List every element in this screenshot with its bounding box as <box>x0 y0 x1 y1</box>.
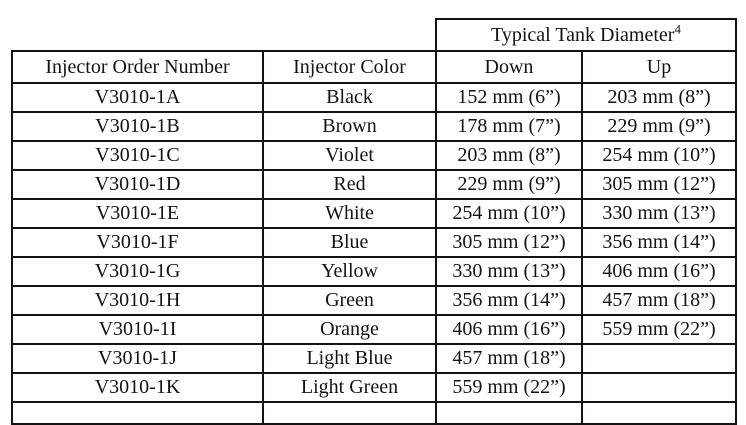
down-diameter-cell: 457 mm (18”) <box>436 344 582 373</box>
clipped-row <box>12 402 736 424</box>
down-diameter-cell: 229 mm (9”) <box>436 170 582 199</box>
up-diameter-cell: 330 mm (13”) <box>582 199 736 228</box>
injector-color-cell: Red <box>263 170 436 199</box>
table-row <box>12 257 736 286</box>
down-diameter-cell: 178 mm (7”) <box>436 112 582 141</box>
table-row <box>12 112 736 141</box>
column-header-down: Down <box>436 51 582 83</box>
injector-color-cell: White <box>263 199 436 228</box>
up-diameter-cell: 559 mm (22”) <box>582 315 736 344</box>
injector-color-cell: Violet <box>263 141 436 170</box>
table-row <box>12 170 736 199</box>
injector-color-cell: Light Blue <box>263 344 436 373</box>
table-row <box>12 141 736 170</box>
group-header-title: Typical Tank Diameter <box>491 23 675 46</box>
order-number-cell: V3010-1D <box>12 170 263 199</box>
order-number-cell: V3010-1K <box>12 373 263 402</box>
order-number-cell: V3010-1I <box>12 315 263 344</box>
injector-color-cell: Brown <box>263 112 436 141</box>
up-diameter-cell: 457 mm (18”) <box>582 286 736 315</box>
up-diameter-cell: 229 mm (9”) <box>582 112 736 141</box>
table-clipped-next-row <box>12 402 736 424</box>
table-body <box>12 83 736 402</box>
order-number-cell: V3010-1G <box>12 257 263 286</box>
up-diameter-cell: 406 mm (16”) <box>582 257 736 286</box>
order-number-cell: V3010-1J <box>12 344 263 373</box>
down-diameter-cell: 330 mm (13”) <box>436 257 582 286</box>
down-diameter-cell: 406 mm (16”) <box>436 315 582 344</box>
order-number-cell: V3010-1B <box>12 112 263 141</box>
table-row <box>12 344 736 373</box>
down-diameter-cell: 254 mm (10”) <box>436 199 582 228</box>
order-number-cell: V3010-1E <box>12 199 263 228</box>
down-diameter-cell: 559 mm (22”) <box>436 373 582 402</box>
table-row <box>12 83 736 112</box>
injector-color-cell: Blue <box>263 228 436 257</box>
up-diameter-cell: 203 mm (8”) <box>582 83 736 112</box>
order-number-cell: V3010-1A <box>12 83 263 112</box>
group-header-row <box>12 19 736 51</box>
order-number-cell: V3010-1F <box>12 228 263 257</box>
down-diameter-cell: 152 mm (6”) <box>436 83 582 112</box>
up-diameter-cell: 305 mm (12”) <box>582 170 736 199</box>
injector-color-cell: Light Green <box>263 373 436 402</box>
injector-color-cell: Green <box>263 286 436 315</box>
table-row <box>12 373 736 402</box>
up-diameter-cell <box>582 373 736 402</box>
table-row <box>12 199 736 228</box>
column-header-order-number: Injector Order Number <box>12 51 263 83</box>
table-cell <box>263 402 436 424</box>
up-diameter-cell: 356 mm (14”) <box>582 228 736 257</box>
down-diameter-cell: 356 mm (14”) <box>436 286 582 315</box>
table-cell <box>582 402 736 424</box>
injector-tank-diameter-table <box>11 18 737 425</box>
injector-color-cell: Black <box>263 83 436 112</box>
group-header-footnote-marker: 4 <box>674 20 681 36</box>
injector-color-cell: Yellow <box>263 257 436 286</box>
column-header-up: Up <box>582 51 736 83</box>
order-number-cell: V3010-1H <box>12 286 263 315</box>
blank-header-space <box>12 19 436 51</box>
order-number-cell: V3010-1C <box>12 141 263 170</box>
up-diameter-cell <box>582 344 736 373</box>
table-cell <box>12 402 263 424</box>
table-cell <box>436 402 582 424</box>
column-header-injector-color: Injector Color <box>263 51 436 83</box>
table-row <box>12 228 736 257</box>
column-header-row <box>12 51 736 83</box>
down-diameter-cell: 305 mm (12”) <box>436 228 582 257</box>
table-row <box>12 286 736 315</box>
table-header <box>12 19 736 83</box>
up-diameter-cell: 254 mm (10”) <box>582 141 736 170</box>
group-header-typical-tank-diameter <box>436 19 736 51</box>
down-diameter-cell: 203 mm (8”) <box>436 141 582 170</box>
injector-color-cell: Orange <box>263 315 436 344</box>
table-row <box>12 315 736 344</box>
